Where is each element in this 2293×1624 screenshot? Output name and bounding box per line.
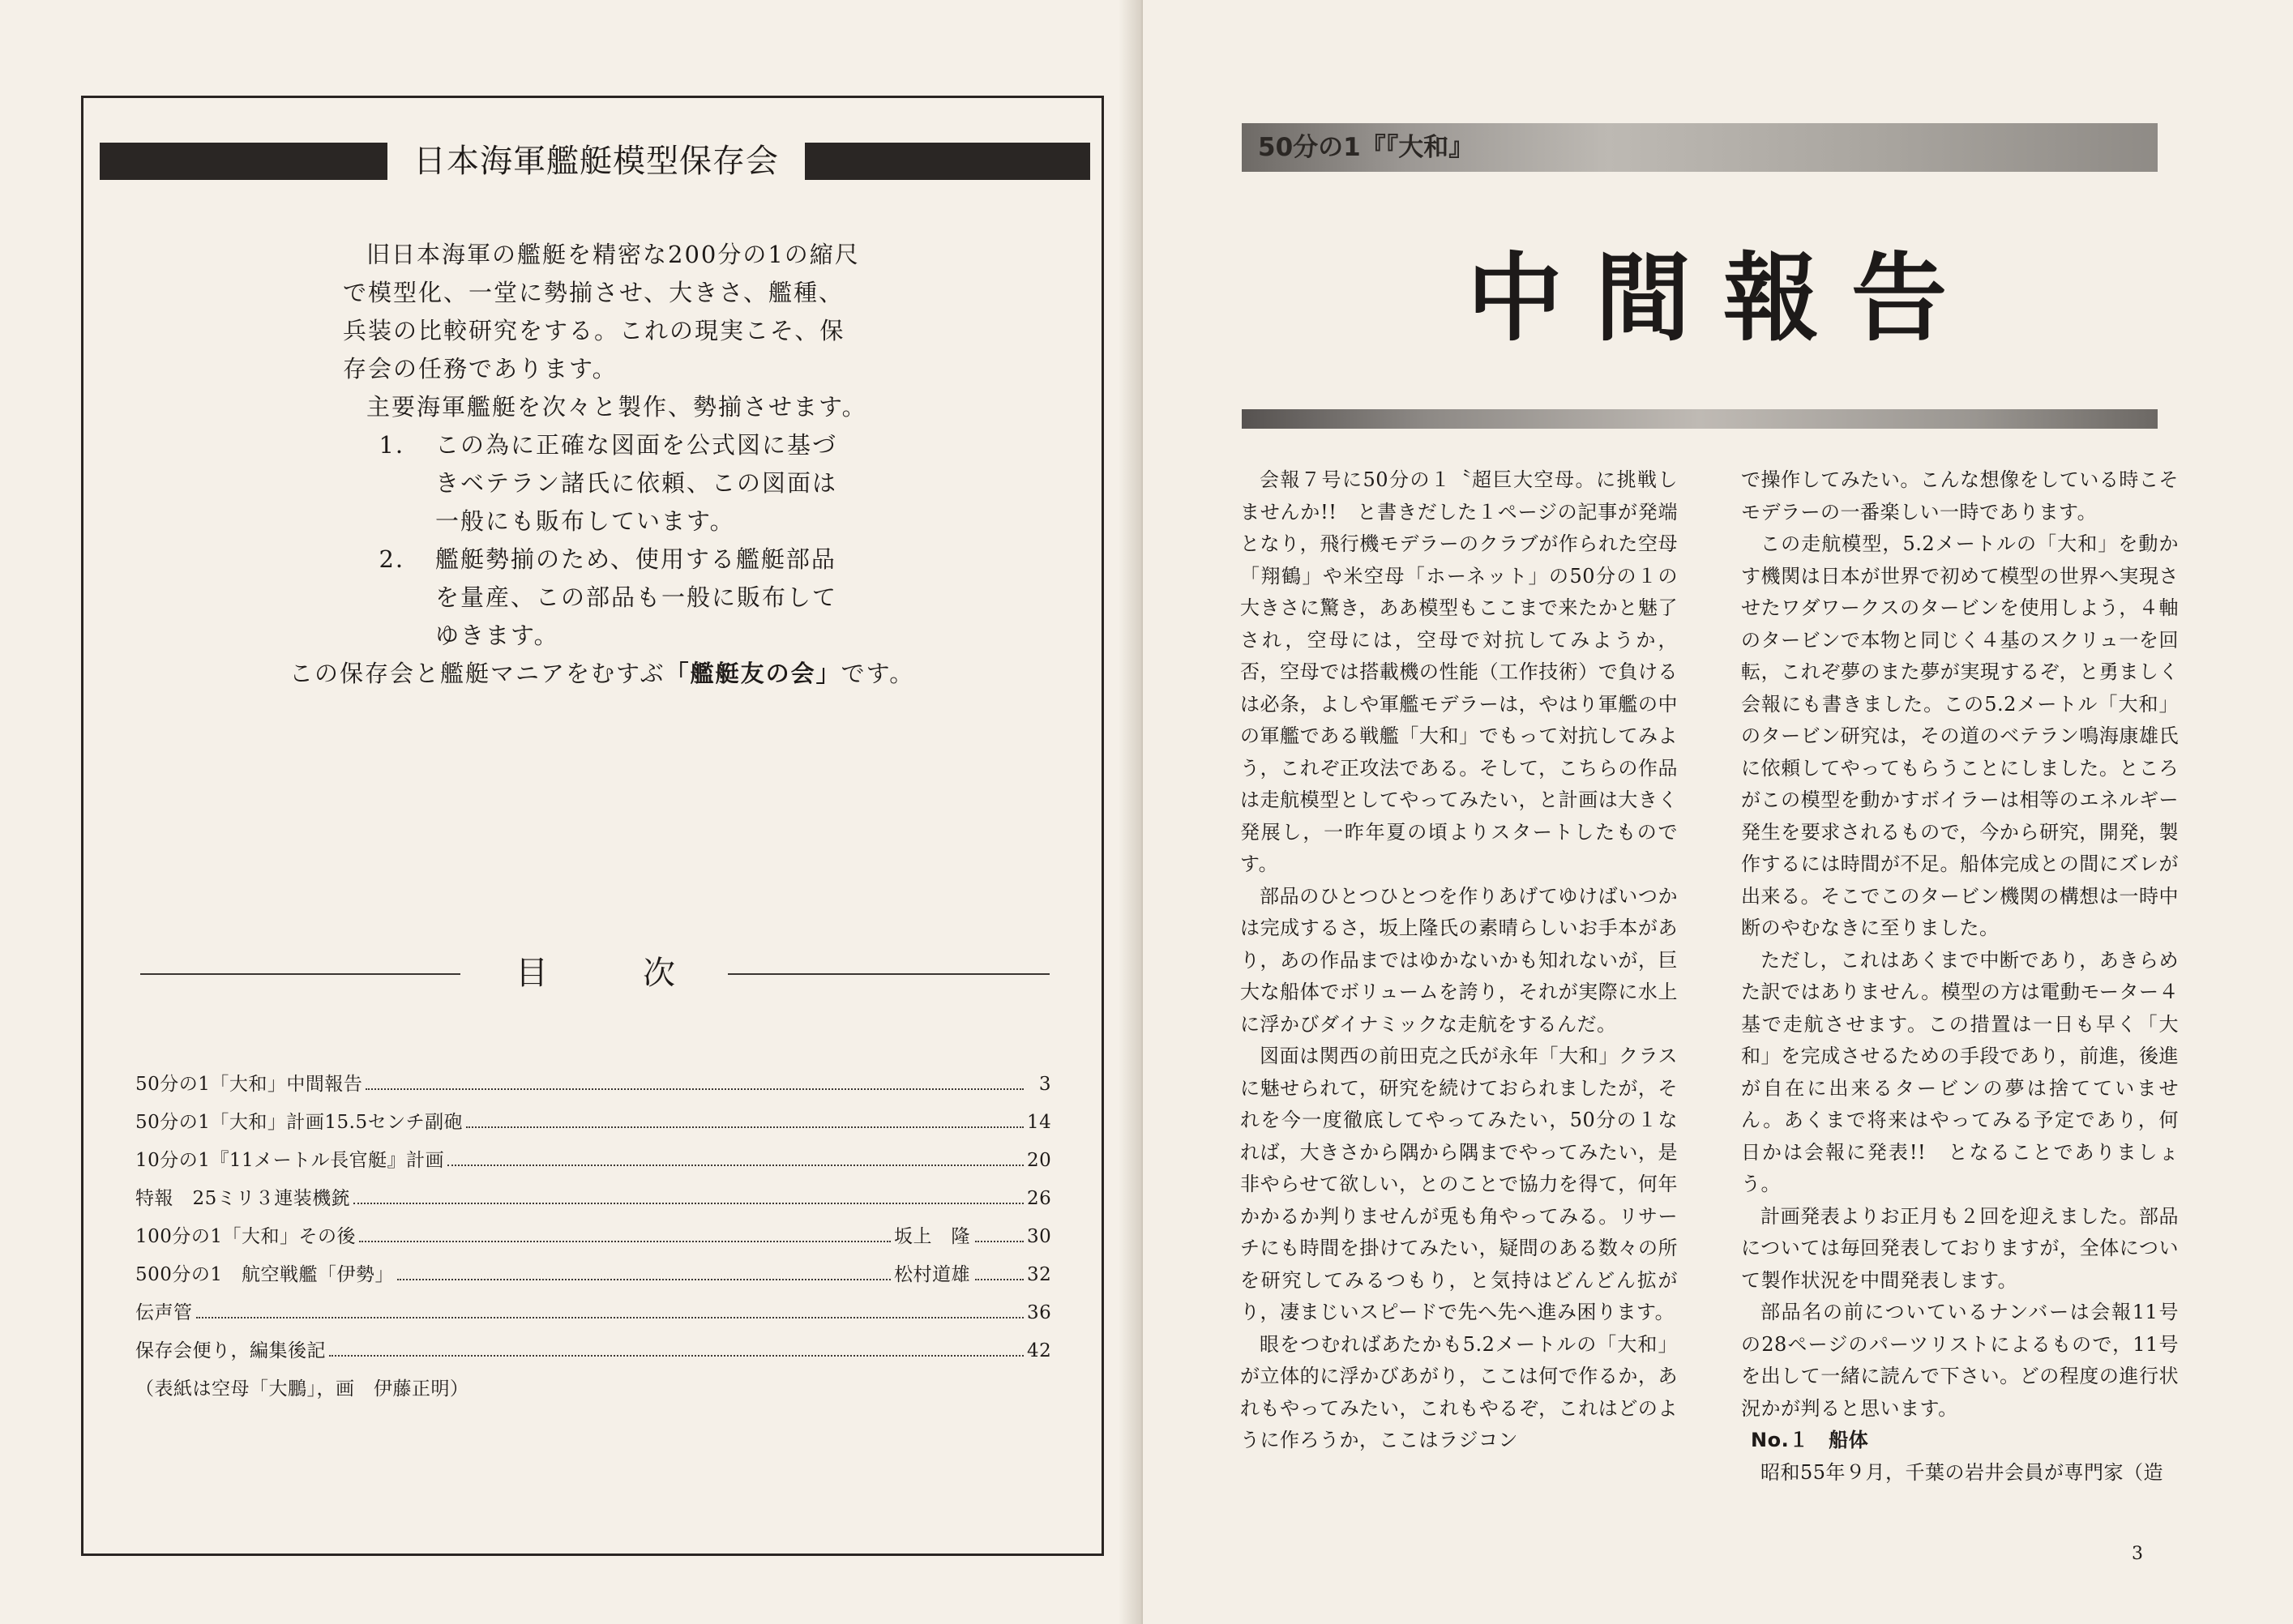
toc-entry-page: 3 bbox=[1038, 1074, 1051, 1095]
article-paragraph: 会報７号に50分の１〝超巨大空母。に挑戦しませんか!! と書きだした１ページの記事が発端となり，飛行機モデラーのクラブが作られた空母「翔鶴」や米空母「ホーネット」の50分の１の大きさに驚き，ああ模型もここまで来たかと魅了され，空母には，空母で対抗してみようか，否，空母では搭載機の性能（工作技術）で負けるは必条，よしや軍艦モデラーは，やはり軍艦の中の軍艦である戦艦「大和」でもって対抗してみよう，これぞ正攻法である。そして，こちらの作品は走航模型としてやってみたい，と計画は大きく発展し，一昨年夏の頃よりスタートしたものです。 bbox=[1240, 468, 1678, 875]
toc-entry[interactable] bbox=[135, 1259, 1051, 1297]
toc-entry[interactable] bbox=[135, 1069, 1051, 1107]
toc-entry-page: 14 bbox=[1027, 1112, 1052, 1133]
toc-entry-page: 30 bbox=[1027, 1226, 1052, 1247]
cover-note: （表紙は空母「大鵬」，画 伊藤正明） bbox=[135, 1378, 469, 1400]
toc-rule-left bbox=[140, 973, 460, 975]
section-subheading: No.１ 船体 bbox=[1751, 1429, 1869, 1451]
article-paragraph: で操作してみたい。こんな想像をしている時こそモデラーの一番楽しい一時であります。 bbox=[1741, 468, 2179, 524]
closing-text: この保存会と艦艇マニアをむすぶ bbox=[289, 660, 665, 687]
toc-entry-author: 坂上 隆 bbox=[894, 1226, 970, 1247]
left-page bbox=[0, 0, 1143, 1624]
toc-entry-title: 伝声管 bbox=[135, 1302, 193, 1323]
society-title: 日本海軍艦艇模型保存会 bbox=[387, 138, 805, 185]
article-paragraph: この走航模型，5.2メートルの「大和」を動かす機関は日本が世界で初めて模型の世界へ実現させたワダワークスのタービンを使用しよう，４軸のタービンで本物と同じく４基のスクリュ一を回転，これぞ夢のまた夢が実現するぞ，と勇ましく会報にも書きました。この5.2メートル「大和」のタービン研究は，その道のベテラン鳴海康雄氏に依頼してやってもらうことにしました。ところがこの模型を動かすボイラーは相等のエネルギー発生を要求されるもので，今から研究，開発，製作するには時間が不足。船体完成との間にズレが出来る。そこでこのタービン機関の構想は一時中断のやむなきに至りました。 bbox=[1741, 532, 2179, 939]
toc-list bbox=[135, 1069, 1051, 1406]
intro-line: 兵装の比較研究をする。これの現実こそ、保 bbox=[343, 317, 845, 344]
list-number: 2． bbox=[379, 545, 421, 573]
toc-entry-page: 20 bbox=[1027, 1150, 1052, 1171]
article-paragraph: 部品のひとつひとつを作りあげてゆけばいつかは完成するさ，坂上隆氏の素晴らしいお手本があり，あの作品まではゆかないかも知れないが，巨大な船体でボリュームを誇り，それが実際に水上に浮かびダイナミックな走航をするんだ。 bbox=[1240, 884, 1678, 1036]
toc-leader-dots bbox=[366, 1088, 1024, 1090]
article-paragraph: 図面は関西の前田克之氏が永年「大和」クラスに魅せられて，研究を続けておられましたが，それを今一度徹底してやってみたい，50分の１なれば，大きさから隅から隅までやってみたい，是非やらせて欲しい，とのことで協力を得て，何年かかるか判りませんが兎も角やってみる。リサーチにも時間を掛けてみたい，疑問のある数々の所を研究してみるつもり，と気持はどんどん拡がり，凄まじいスピードで先へ先へ進み困ります。 bbox=[1240, 1045, 1678, 1323]
list-number: 1． bbox=[379, 431, 421, 459]
article-column-2 bbox=[1741, 464, 2179, 1489]
intro-list-item bbox=[343, 426, 1007, 541]
toc-leader-dots bbox=[447, 1165, 1024, 1166]
toc-rule-right bbox=[728, 973, 1050, 975]
toc-heading bbox=[140, 955, 1050, 992]
toc-entry[interactable] bbox=[135, 1183, 1051, 1221]
society-info-frame bbox=[81, 96, 1104, 1556]
toc-entry-title: 10分の1『11メートル長官艇』計画 bbox=[135, 1150, 445, 1171]
toc-leader-dots bbox=[466, 1126, 1024, 1128]
article-column-1 bbox=[1240, 464, 1678, 1457]
toc-entry[interactable] bbox=[135, 1297, 1051, 1336]
closing-text-end: です。 bbox=[841, 660, 915, 687]
club-name: 「艦艇友の会」 bbox=[665, 660, 841, 687]
toc-entry[interactable] bbox=[135, 1336, 1051, 1374]
article-paragraph: 計画発表よりお正月も２回を迎えました。部品については毎回発表しておりますが，全体について製作状況を中間発表します。 bbox=[1741, 1204, 2179, 1292]
toc-entry-title: 特報 25ミリ３連装機銃 bbox=[135, 1188, 351, 1209]
toc-leader-dots bbox=[353, 1203, 1024, 1204]
toc-heading-char-1: 目 bbox=[515, 955, 548, 992]
article-paragraph: 部品名の前についているナンバーは会報11号の28ページのパーツリストによるもので，11号を出して一緒に読んで下さい。どの程度の進行状況かが判ると思います。 bbox=[1741, 1301, 2179, 1420]
series-header-bar bbox=[1242, 123, 2158, 172]
toc-heading-char-2: 次 bbox=[643, 955, 675, 992]
toc-entry[interactable] bbox=[135, 1107, 1051, 1145]
toc-entry-title: 100分の1「大和」その後 bbox=[135, 1226, 357, 1247]
toc-entry-title: 500分の1 航空戦艦「伊勢」 bbox=[135, 1264, 395, 1285]
list-line: を量産、この部品も一般に販布して bbox=[435, 583, 838, 611]
intro-paragraph-2: 主要海軍艦艇を次々と製作、勢揃させます。 bbox=[366, 393, 867, 421]
article-title: 中間報告 bbox=[1467, 242, 1980, 354]
right-page bbox=[1143, 0, 2293, 1624]
list-line: 一般にも販布しています。 bbox=[435, 507, 735, 535]
society-header bbox=[100, 143, 1090, 180]
society-intro bbox=[289, 236, 1007, 693]
list-line: 艦艇勢揃のため、使用する艦艇部品 bbox=[435, 545, 836, 573]
article-paragraph: ただし，これはあくまで中断であり，あきらめた訳ではありません。模型の方は電動モーター４基で走航させます。この措置は一日も早く「大和」を完成させるための手段であり，前進，後進が自在に出来るタービンの夢は捨てていません。あくまで将来はやってみる予定であり，何日かは会報に発表!! となることでありましょう。 bbox=[1741, 948, 2179, 1195]
toc-entry-page: 42 bbox=[1027, 1340, 1052, 1361]
toc-entry-title: 50分の1「大和」計画15.5センチ副砲 bbox=[135, 1112, 464, 1133]
toc-entry-title: 50分の1「大和」中間報告 bbox=[135, 1074, 363, 1095]
toc-leader-dots bbox=[397, 1279, 891, 1280]
list-line: この為に正確な図面を公式図に基づ bbox=[435, 431, 838, 459]
intro-line: 旧日本海軍の艦艇を精密な200分の1の縮尺 bbox=[366, 241, 860, 268]
intro-line: で模型化、一堂に勢揃させ、大きさ、艦種、 bbox=[343, 279, 844, 306]
list-line: きベテラン諸氏に依頼、この図面は bbox=[435, 469, 838, 497]
intro-closing bbox=[289, 655, 1007, 693]
toc-entry[interactable] bbox=[135, 1145, 1051, 1183]
toc-leader-dots bbox=[196, 1317, 1025, 1318]
title-divider-bar bbox=[1242, 409, 2158, 429]
page-number: 3 bbox=[2132, 1544, 2143, 1564]
series-label: 50分の1『『大和』 bbox=[1258, 133, 1474, 162]
list-line: ゆきます。 bbox=[435, 622, 559, 649]
toc-entry-author: 松村道雄 bbox=[894, 1264, 970, 1285]
toc-entry-title: 保存会便り，編集後記 bbox=[135, 1340, 326, 1361]
toc-leader-dots bbox=[329, 1355, 1024, 1357]
intro-list-item bbox=[343, 541, 1007, 655]
toc-leader-dots bbox=[975, 1241, 1024, 1242]
intro-line: 存会の任務であります。 bbox=[343, 355, 618, 382]
toc-entry-page: 32 bbox=[1027, 1264, 1052, 1285]
article-paragraph: 眼をつむればあたかも5.2メートルの「大和」が立体的に浮かびあがり，ここは何で作るか，あれもやってみたい，これもやるぞ，これはどのように作ろうか，ここはラジコン bbox=[1240, 1332, 1678, 1451]
toc-leader-dots bbox=[975, 1279, 1024, 1280]
toc-entry[interactable] bbox=[135, 1221, 1051, 1259]
article-paragraph: 昭和55年９月，千葉の岩井会員が専門家（造 bbox=[1760, 1460, 2164, 1484]
toc-entry-page: 36 bbox=[1027, 1302, 1052, 1323]
toc-entry-page: 26 bbox=[1027, 1188, 1052, 1209]
toc-leader-dots bbox=[359, 1241, 891, 1242]
